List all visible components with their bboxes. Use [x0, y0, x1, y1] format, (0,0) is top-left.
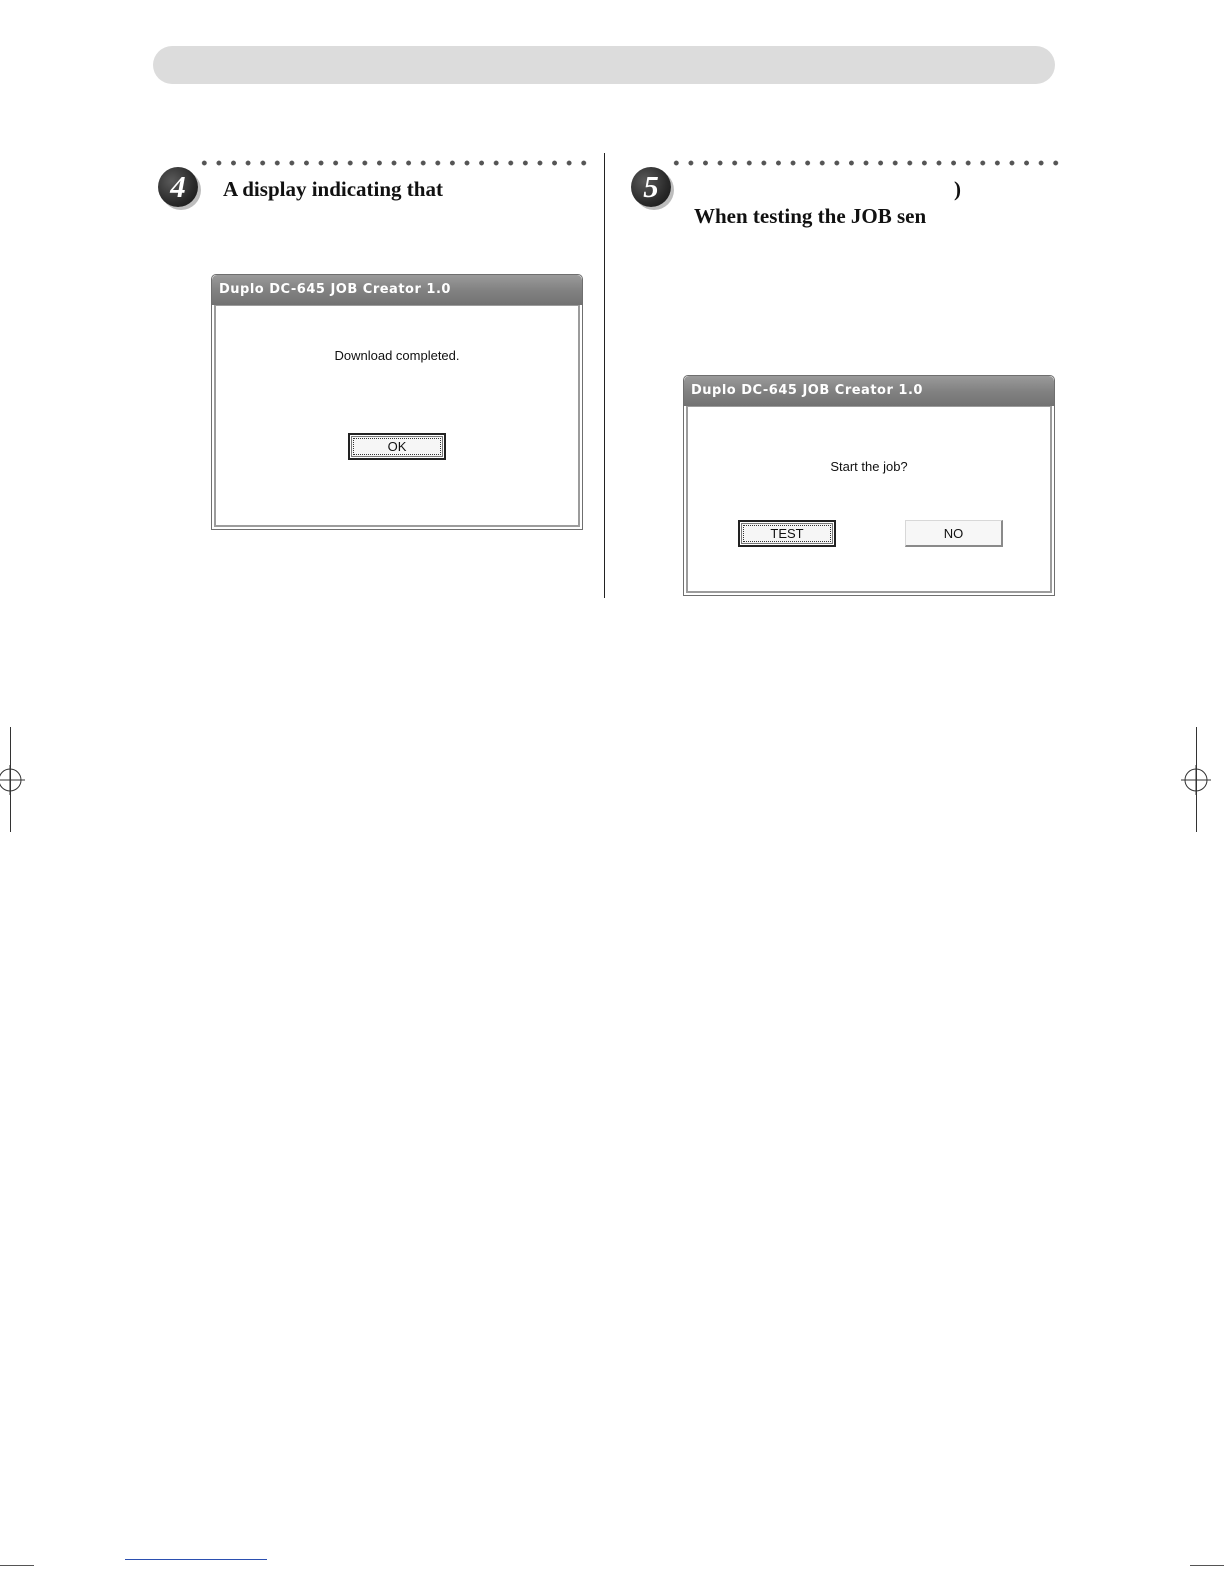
dialog-message: Download completed.: [334, 348, 460, 363]
dialog-body: [214, 305, 580, 527]
dialog-body: [686, 406, 1052, 593]
step-5-heading-line1: ): [954, 177, 961, 201]
registration-mark-right-icon: [1181, 765, 1211, 795]
test-button-label: TEST: [770, 526, 804, 541]
start-job-dialog: [683, 375, 1055, 596]
registration-mark-left-icon: [0, 765, 25, 795]
column-divider: [604, 153, 605, 598]
ok-button[interactable]: [348, 433, 446, 460]
step-4-heading: A display indicating that: [223, 177, 443, 201]
step-5-heading-line2: When testing the JOB sen: [694, 204, 927, 228]
dialog-message: Start the job?: [830, 459, 908, 474]
no-button-label: NO: [943, 525, 964, 541]
footer-edge-rule-right: [1190, 1565, 1224, 1566]
step-5-dotted-rule: [669, 160, 1061, 166]
ok-button-label: OK: [387, 439, 407, 454]
footer-link-rule: [125, 1559, 267, 1560]
step-5-badge: 5: [631, 167, 671, 207]
step-4-badge: 4: [158, 167, 198, 207]
footer-edge-rule-left: [0, 1565, 34, 1566]
download-complete-dialog: [211, 274, 583, 530]
dialog-title-bar[interactable]: Duplo DC-645 JOB Creator 1.0: [212, 275, 582, 305]
header-bar: [153, 46, 1055, 84]
no-button[interactable]: [905, 520, 1003, 547]
step-4-dotted-rule: [197, 160, 589, 166]
test-button[interactable]: [738, 520, 836, 547]
dialog-title-bar[interactable]: Duplo DC-645 JOB Creator 1.0: [684, 376, 1054, 406]
